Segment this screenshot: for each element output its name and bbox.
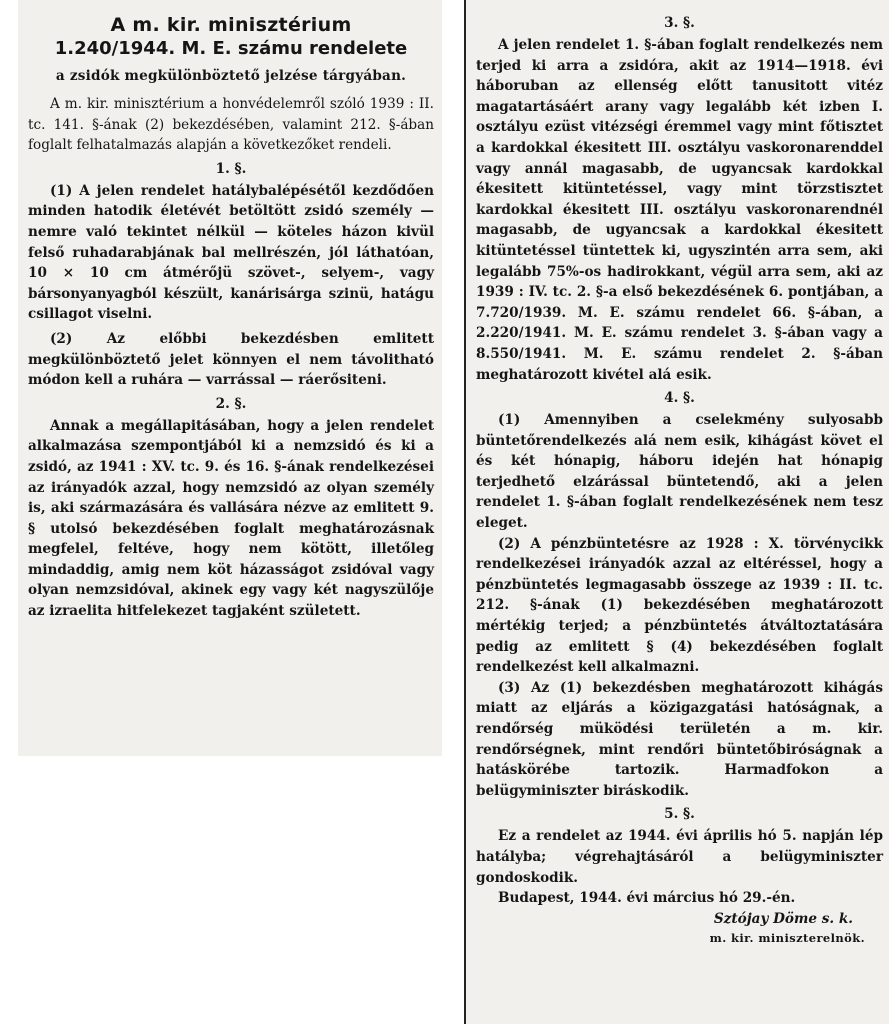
clipping-right-column	[464, 0, 889, 1024]
section-4-paragraph-2: (2) A pénzbüntetésre az 1928 : X. törvénycikk rendelkezései irányadók azzal az eltéréssel, hogy a pénzbüntetés legmagasabb összege az 1939 : II. tc. 212. §-ának (1) bekezdésében meghatározott mértékig terjed; a pénzbüntetés átváltoztatására pedig az emlitett § (4) bekezdésében foglalt rendelkezést kell alkalmazni.	[476, 535, 883, 676]
section-heading-1: 1. §.	[215, 160, 247, 177]
date-line: Budapest, 1944. évi március hó 29.-én.	[498, 890, 796, 907]
section-3-paragraph-1: A jelen rendelet 1. §-ában foglalt rendelkezés nem terjed ki arra a zsidóra, akit az 1914—1918. évi háboruban az ellenség előtt tanusitott vitéz magatartásáért arany vagy legalább két izben I. osztályu ezüst vitézségi éremmel vagy mint főtisztet a kardokkal ékesitett III. osztályu vaskoronarenddel vagy annál magasabb, de ugyancsak kardokkal ékesitett kitüntetéssel, vagy mint törzstisztet kardokkal ékesitett III. osztályu vaskoronarendnél magasabb, de ugyancsak a kardokkal ékesitett kitüntetéssel tüntettek ki, ugyszintén arra sem, aki legalább 75%-os hadirokkant, végül arra sem, aki az 1939 : IV. tc. 2. §-a első bekezdésének 6. pontjában, a 7.720/1939. M. E. számu rendelet 66. §-ában, a 2.220/1941. M. E. számu rendelet 3. §-ában vagy a 8.550/1941. M. E. számu rendelet 2. §-ában meghatározott kivétel alá esik.	[476, 37, 883, 383]
section-5-paragraph-1: Ez a rendelet az 1944. évi április hó 5. napján lép hatályba; végrehajtásáról a belügyminiszter gondoskodik.	[476, 828, 883, 886]
section-2-paragraph-1: Annak a megállapitásában, hogy a jelen rendelet alkalmazása szempontjából ki a nemzsidó és ki a zsidó, az 1941 : XV. tc. 9. és 16. §-ának rendelkezései az irányadók azzal, hogy nemzsidó az olyan személy is, aki származására és vallására nézve az emlitett 9. § utolsó bekezdésében foglalt meghatározásnak megfelel, feltéve, hogy nem kötött, illetőleg mindaddig, amig nem köt házasságot zsidóval vagy olyan nemzsidóval, akinek egy vagy két nagyszülője az izraelita hitfelekezet tagjaként született.	[28, 417, 434, 620]
section-heading-3: 3. §.	[664, 15, 695, 31]
section-1-paragraph-2: (2) Az előbbi bekezdésben emlitett megkülönböztető jelet könnyen el nem távolitható módon kell a ruhára — varrással — ráerősiteni.	[28, 330, 434, 389]
signatory-name: Sztójay Döme s. k.	[713, 910, 853, 927]
section-4-paragraph-1: (1) Amennyiben a cselekmény sulyosabb büntetőrendelkezés alá nem esik, kihágást követ el és két hónapig, háboru idején hat hónapig terjedhető elzárással büntetendő, aki a jelen rendelet 1. §-ában foglalt rendelkezésének nem tesz eleget.	[476, 412, 883, 532]
decree-number: 1.240/1944. M. E. számu rendelete	[54, 38, 408, 59]
decree-subject: a zsidók megkülönböztető jelzése tárgyában.	[55, 68, 407, 84]
section-4-paragraph-3: (3) Az (1) bekezdésben meghatározott kihágás miatt az eljárás a közigazgatási hatóságnak, a rendőrség müködési területén a m. kir. rendőrségnek, mint rendőri büntetőbiróságnak a hatáskörébe tartozik. Harmadfokon a belügyminiszter biráskodik.	[476, 679, 883, 799]
section-heading-4: 4. §.	[664, 390, 695, 407]
decree-title: A m. kir. minisztérium	[110, 14, 352, 36]
preamble-paragraph: A m. kir. minisztérium a honvédelemről szóló 1939 : II. tc. 141. §-ának (2) bekezdésében, valamint 212. §-ában foglalt felhatalmazás alapján a következőket rendeli.	[28, 96, 434, 154]
clipping-left-column	[18, 0, 442, 756]
section-heading-2: 2. §.	[215, 395, 247, 412]
section-heading-5: 5. §.	[664, 806, 695, 823]
signatory-role: m. kir. miniszterelnök.	[709, 930, 865, 945]
section-1-paragraph-1: (1) A jelen rendelet hatálybalépésétől kezdődően minden hatodik életévét betöltött zsidó személy — nemre való tekintet nélkül — köteles házon kivül felső ruhadarabjának bal mellrészén, jól láthatóan, 10 × 10 cm átmérőjü szövet-, selyem-, vagy bársonyanyagból készült, kanárisárga szinü, hatágu csillagot viselni.	[28, 182, 434, 323]
